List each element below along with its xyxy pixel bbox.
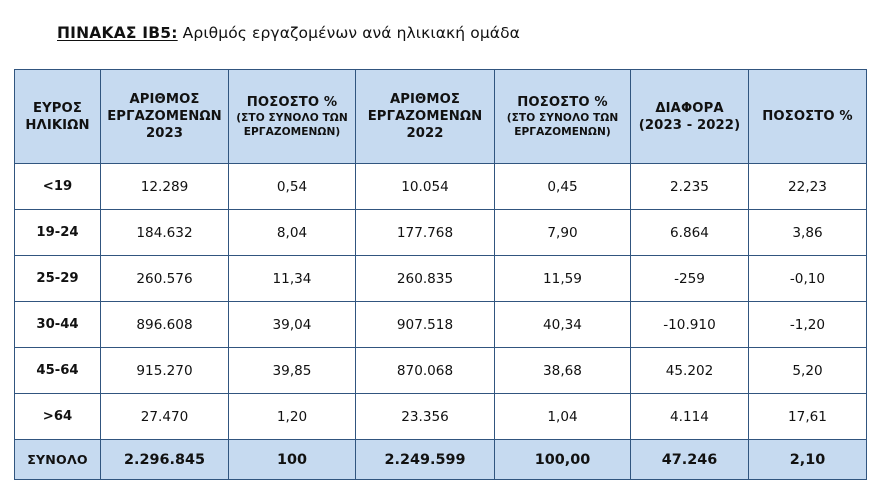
cell-difference: -10.910 bbox=[631, 302, 749, 348]
table-row bbox=[15, 256, 867, 302]
column-header-count-2022-line2: ΕΡΓΑΖΟΜΕΝΩΝ bbox=[367, 109, 483, 124]
employees-by-age-table-container bbox=[14, 69, 866, 480]
cell-percent-2022: 11,59 bbox=[495, 256, 631, 302]
cell-count-2023: 260.576 bbox=[101, 256, 229, 302]
table-row bbox=[15, 302, 867, 348]
table-row bbox=[15, 348, 867, 394]
cell-percent-2022: 7,90 bbox=[495, 210, 631, 256]
table-row bbox=[15, 164, 867, 210]
column-header-difference bbox=[631, 70, 749, 164]
total-cell-difference-percent: 2,10 bbox=[749, 440, 867, 480]
table-row bbox=[15, 210, 867, 256]
total-cell-count-2023: 2.296.845 bbox=[101, 440, 229, 480]
table-number-label: ΠΙΝΑΚΑΣ ΙΒ5: bbox=[57, 24, 178, 42]
total-cell-percent-2023: 100 bbox=[229, 440, 356, 480]
cell-count-2023: 12.289 bbox=[101, 164, 229, 210]
page-title bbox=[57, 23, 520, 43]
column-header-percent-2022-sub1: (ΣΤΟ ΣΥΝΟΛΟ ΤΩΝ bbox=[506, 112, 619, 124]
cell-percent-2023: 0,54 bbox=[229, 164, 356, 210]
cell-difference-percent: -0,10 bbox=[749, 256, 867, 302]
total-cell-percent-2022: 100,00 bbox=[495, 440, 631, 480]
cell-difference-percent: 22,23 bbox=[749, 164, 867, 210]
column-header-percent-2022-line1: ΠΟΣΟΣΤΟ % bbox=[517, 95, 608, 110]
column-header-percent-2022-sub2: ΕΡΓΑΖΟΜΕΝΩΝ) bbox=[514, 126, 611, 138]
table-body bbox=[15, 164, 867, 480]
column-header-count-2023-line1: ΑΡΙΘΜΟΣ bbox=[129, 92, 200, 107]
total-cell-difference: 47.246 bbox=[631, 440, 749, 480]
column-header-count-2022-line1: ΑΡΙΘΜΟΣ bbox=[389, 92, 461, 107]
table-header-row bbox=[15, 70, 867, 164]
cell-age-range: <19 bbox=[15, 164, 101, 210]
cell-difference: 4.114 bbox=[631, 394, 749, 440]
cell-count-2023: 184.632 bbox=[101, 210, 229, 256]
column-header-age-range-line1: ΕΥΡΟΣ bbox=[33, 100, 82, 116]
cell-percent-2022: 40,34 bbox=[495, 302, 631, 348]
column-header-count-2023-line3: 2023 bbox=[145, 126, 184, 141]
cell-age-range: >64 bbox=[15, 394, 101, 440]
cell-count-2022: 260.835 bbox=[356, 256, 495, 302]
column-header-difference-line1: ΔΙΑΦΟΡΑ bbox=[655, 100, 724, 116]
cell-difference-percent: 3,86 bbox=[749, 210, 867, 256]
column-header-age-range bbox=[15, 70, 101, 164]
employees-by-age-table bbox=[14, 69, 867, 480]
cell-percent-2023: 39,04 bbox=[229, 302, 356, 348]
cell-count-2023: 896.608 bbox=[101, 302, 229, 348]
cell-percent-2023: 8,04 bbox=[229, 210, 356, 256]
cell-percent-2022: 1,04 bbox=[495, 394, 631, 440]
column-header-count-2023 bbox=[101, 70, 229, 164]
table-title-text: Αριθμός εργαζομένων ανά ηλικιακή ομάδα bbox=[182, 24, 521, 42]
table-header bbox=[15, 70, 867, 164]
cell-difference: 45.202 bbox=[631, 348, 749, 394]
column-header-percent-2023-sub2: ΕΡΓΑΖΟΜΕΝΩΝ) bbox=[243, 126, 341, 138]
cell-percent-2023: 11,34 bbox=[229, 256, 356, 302]
column-header-percent-2023-line1: ΠΟΣΟΣΤΟ % bbox=[246, 95, 338, 110]
cell-difference-percent: -1,20 bbox=[749, 302, 867, 348]
column-header-percent-2022 bbox=[495, 70, 631, 164]
column-header-age-range-line2: ΗΛΙΚΙΩΝ bbox=[25, 117, 90, 133]
column-header-difference-line2: (2023 - 2022) bbox=[638, 117, 741, 133]
cell-count-2022: 23.356 bbox=[356, 394, 495, 440]
cell-difference: -259 bbox=[631, 256, 749, 302]
cell-count-2023: 27.470 bbox=[101, 394, 229, 440]
column-header-percent-2023 bbox=[229, 70, 356, 164]
cell-count-2023: 915.270 bbox=[101, 348, 229, 394]
cell-age-range: 30-44 bbox=[15, 302, 101, 348]
cell-percent-2023: 1,20 bbox=[229, 394, 356, 440]
cell-percent-2023: 39,85 bbox=[229, 348, 356, 394]
column-header-percent-2023-sub1: (ΣΤΟ ΣΥΝΟΛΟ ΤΩΝ bbox=[236, 112, 348, 124]
column-header-count-2022-line3: 2022 bbox=[406, 126, 444, 141]
total-cell-count-2022: 2.249.599 bbox=[356, 440, 495, 480]
column-header-difference-percent bbox=[749, 70, 867, 164]
cell-count-2022: 907.518 bbox=[356, 302, 495, 348]
cell-percent-2022: 38,68 bbox=[495, 348, 631, 394]
cell-difference: 6.864 bbox=[631, 210, 749, 256]
cell-difference-percent: 5,20 bbox=[749, 348, 867, 394]
table-row bbox=[15, 394, 867, 440]
cell-percent-2022: 0,45 bbox=[495, 164, 631, 210]
column-header-count-2022 bbox=[356, 70, 495, 164]
column-header-difference-percent-line1: ΠΟΣΟΣΤΟ % bbox=[762, 109, 853, 124]
total-cell-age-range: ΣΥΝΟΛΟ bbox=[15, 440, 101, 480]
cell-count-2022: 177.768 bbox=[356, 210, 495, 256]
cell-difference-percent: 17,61 bbox=[749, 394, 867, 440]
cell-age-range: 45-64 bbox=[15, 348, 101, 394]
cell-age-range: 25-29 bbox=[15, 256, 101, 302]
cell-age-range: 19-24 bbox=[15, 210, 101, 256]
cell-count-2022: 10.054 bbox=[356, 164, 495, 210]
column-header-count-2023-line2: ΕΡΓΑΖΟΜΕΝΩΝ bbox=[107, 109, 222, 124]
cell-difference: 2.235 bbox=[631, 164, 749, 210]
cell-count-2022: 870.068 bbox=[356, 348, 495, 394]
table-total-row bbox=[15, 440, 867, 480]
